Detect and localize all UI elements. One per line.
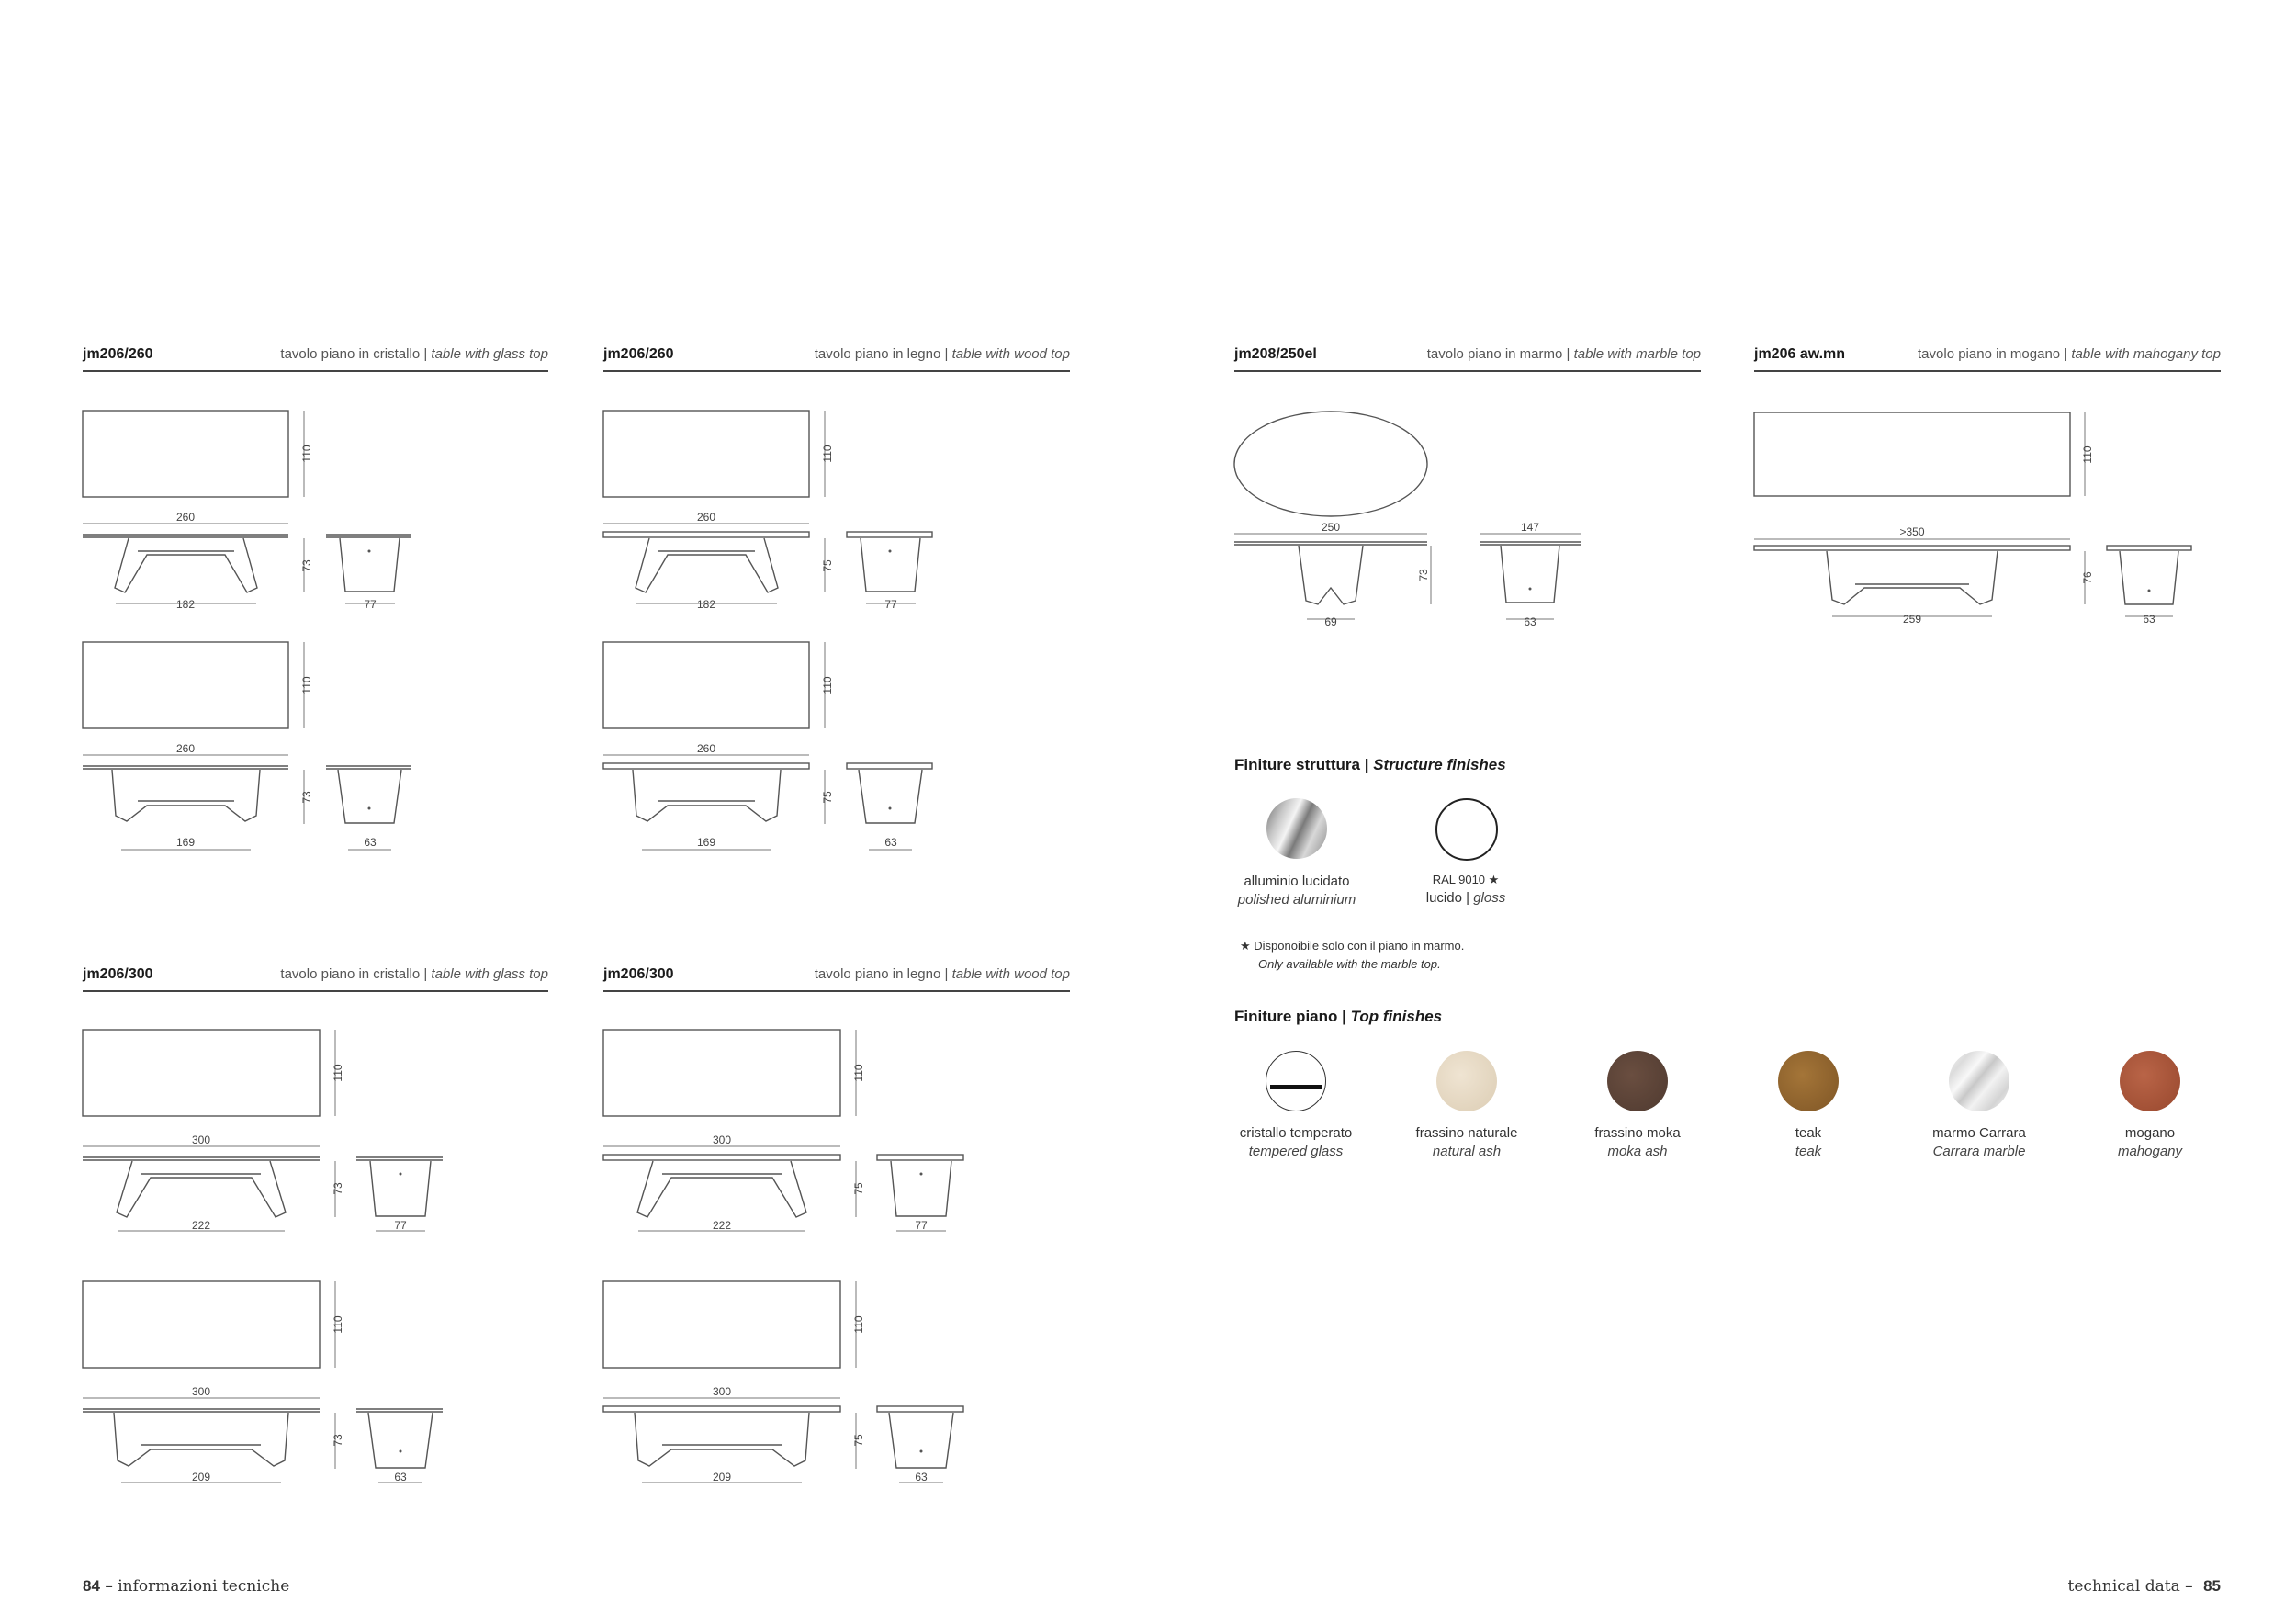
- base-depth-dimension: 63: [364, 836, 377, 849]
- natural-ash-swatch: [1436, 1051, 1497, 1111]
- length-dimension: 300: [191, 1133, 211, 1146]
- height-dimension: 76: [2081, 571, 2094, 584]
- height-dimension: 73: [300, 559, 313, 572]
- structure-finishes-title: Finiture struttura | Structure finishes: [1234, 756, 1506, 773]
- ral-9010-swatch: [1435, 798, 1498, 861]
- table-drawing: [594, 1023, 980, 1244]
- depth-dimension: 110: [332, 1064, 344, 1082]
- oval-table-drawing: [1225, 404, 1611, 643]
- depth-dimension: 110: [821, 445, 834, 463]
- depth-dimension: 110: [300, 676, 313, 694]
- footer-left: 84 – informazioni tecniche: [83, 1577, 290, 1596]
- section-header: [83, 346, 548, 372]
- base-dimension: 259: [1902, 613, 1922, 626]
- side-width-dimension: 147: [1520, 521, 1540, 534]
- length-dimension: 260: [175, 742, 196, 755]
- product-description: tavolo piano in mogano | table with mahogany top: [1918, 346, 2221, 362]
- base-dimension: 222: [191, 1219, 211, 1232]
- depth-dimension: 110: [2081, 445, 2094, 464]
- product-code: jm206/300: [83, 966, 153, 982]
- finish-label: frassino naturale natural ash: [1415, 1125, 1518, 1159]
- section-header: [83, 966, 548, 992]
- height-dimension: 75: [821, 559, 834, 572]
- carrara-marble-swatch: [1949, 1051, 2009, 1111]
- base-dimension: 182: [696, 598, 716, 611]
- depth-dimension: 110: [821, 676, 834, 694]
- finish-label: RAL 9010 ★ lucido | gloss: [1425, 873, 1506, 906]
- product-code: jm208/250el: [1234, 346, 1317, 362]
- length-dimension: 300: [191, 1385, 211, 1398]
- table-drawing: [594, 404, 962, 625]
- depth-dimension: 110: [332, 1315, 344, 1334]
- table-drawing: [594, 636, 962, 856]
- finish-label: frassino moka moka ash: [1594, 1125, 1681, 1159]
- length-dimension: 260: [696, 742, 716, 755]
- availability-note: ★ Disponoibile solo con il piano in marmo. Only available with the marble top.: [1240, 939, 1465, 971]
- base-dimension: 209: [712, 1471, 732, 1483]
- depth-dimension: 110: [852, 1064, 865, 1082]
- polished-aluminium-swatch: [1266, 798, 1327, 859]
- base-depth-dimension: 63: [915, 1471, 928, 1483]
- finish-label: mogano mahogany: [2117, 1125, 2183, 1159]
- table-drawing: [73, 636, 441, 856]
- base-depth-dimension: 77: [364, 598, 377, 611]
- table-drawing: [73, 1275, 459, 1495]
- footer-right: technical data – 85: [2067, 1577, 2221, 1596]
- section-header: [603, 966, 1070, 992]
- base-depth-dimension: 77: [884, 598, 897, 611]
- table-drawing: [594, 1275, 980, 1495]
- teak-swatch: [1778, 1051, 1839, 1111]
- page-number: 84: [83, 1577, 100, 1595]
- base-depth-dimension: 77: [915, 1219, 928, 1232]
- base-dimension: 182: [175, 598, 196, 611]
- depth-dimension: 110: [852, 1315, 865, 1334]
- length-dimension: >350: [1899, 525, 1925, 538]
- base-dimension: 69: [1324, 615, 1337, 628]
- height-dimension: 73: [1417, 569, 1430, 581]
- depth-dimension: 110: [300, 445, 313, 463]
- length-dimension: 250: [1321, 521, 1341, 534]
- height-dimension: 73: [332, 1434, 344, 1447]
- height-dimension: 73: [300, 791, 313, 804]
- length-dimension: 260: [175, 511, 196, 524]
- section-header: [1754, 346, 2221, 372]
- base-depth-dimension: 63: [1524, 615, 1536, 628]
- star-icon: ★: [1240, 939, 1251, 953]
- height-dimension: 75: [852, 1434, 865, 1447]
- product-description: tavolo piano in cristallo | table with glass top: [280, 966, 548, 982]
- moka-ash-swatch: [1607, 1051, 1668, 1111]
- finish-label: cristallo temperato tempered glass: [1239, 1125, 1353, 1159]
- base-depth-dimension: 63: [394, 1471, 407, 1483]
- height-dimension: 75: [821, 791, 834, 804]
- mahogany-swatch: [2120, 1051, 2180, 1111]
- base-depth-dimension: 63: [884, 836, 897, 849]
- product-description: tavolo piano in legno | table with wood top: [814, 346, 1070, 362]
- table-drawing: [73, 1023, 459, 1244]
- base-dimension: 169: [696, 836, 716, 849]
- top-finishes-title: Finiture piano | Top finishes: [1234, 1008, 1443, 1025]
- finish-label: alluminio lucidato polished aluminium: [1237, 874, 1356, 908]
- finish-label: teak teak: [1795, 1125, 1822, 1159]
- product-description: tavolo piano in legno | table with wood top: [814, 966, 1070, 982]
- height-dimension: 75: [852, 1182, 865, 1195]
- mahogany-table-drawing: [1745, 404, 2223, 643]
- length-dimension: 300: [712, 1385, 732, 1398]
- product-description: tavolo piano in cristallo | table with glass top: [280, 346, 548, 362]
- height-dimension: 73: [332, 1182, 344, 1195]
- section-header: [1234, 346, 1701, 372]
- base-dimension: 169: [175, 836, 196, 849]
- base-dimension: 222: [712, 1219, 732, 1232]
- base-dimension: 209: [191, 1471, 211, 1483]
- product-code: jm206/300: [603, 966, 674, 982]
- product-code: jm206/260: [83, 346, 153, 362]
- length-dimension: 300: [712, 1133, 732, 1146]
- base-depth-dimension: 63: [2143, 613, 2155, 626]
- product-description: tavolo piano in marmo | table with marble top: [1426, 346, 1701, 362]
- page-number: 85: [2203, 1577, 2221, 1595]
- base-depth-dimension: 77: [394, 1219, 407, 1232]
- glass-edge-icon: [1270, 1085, 1322, 1089]
- finish-label: marmo Carrara Carrara marble: [1932, 1125, 2026, 1159]
- table-drawing: [73, 404, 441, 625]
- product-code: jm206 aw.mn: [1754, 346, 1846, 362]
- length-dimension: 260: [696, 511, 716, 524]
- tempered-glass-swatch: [1266, 1051, 1326, 1111]
- section-header: [603, 346, 1070, 372]
- product-code: jm206/260: [603, 346, 674, 362]
